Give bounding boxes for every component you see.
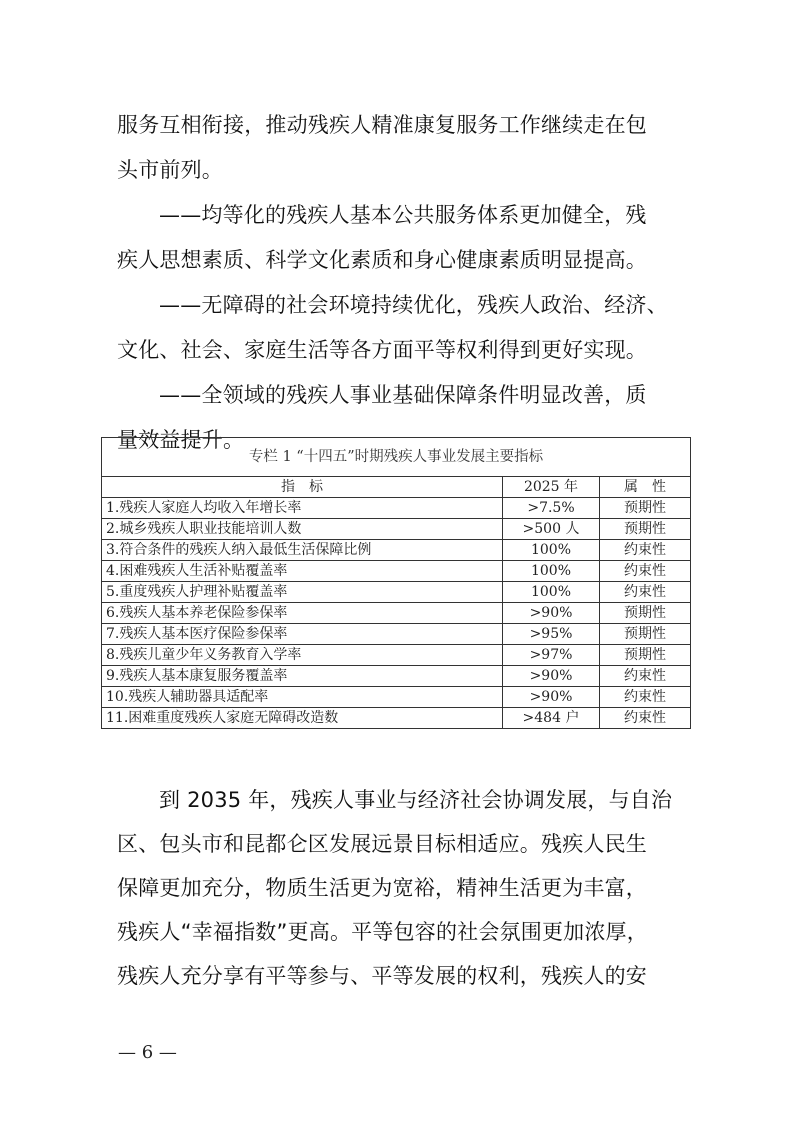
cell-attribute: 预期性 (600, 603, 691, 624)
cell-target: >7.5% (503, 498, 600, 519)
cell-attribute: 预期性 (600, 519, 691, 540)
cell-attribute: 约束性 (600, 540, 691, 561)
text-line: 保障更加充分，物质生活更为宽裕，精神生活更为丰富， (117, 876, 647, 900)
text-line: 量效益提升。 (117, 428, 245, 452)
body-text-top (117, 103, 683, 463)
cell-target: 100% (503, 582, 600, 603)
text-line: ——全领域的残疾人事业基础保障条件明显改善，质 (159, 383, 647, 407)
cell-indicator: 8.残疾儿童少年义务教育入学率 (102, 645, 503, 666)
header-indicator: 指 标 (102, 477, 503, 498)
table-caption: 专栏 1 “十四五”时期残疾人事业发展主要指标 (102, 438, 691, 477)
table-row (102, 561, 691, 582)
cell-indicator: 6.残疾人基本养老保险参保率 (102, 603, 503, 624)
cell-attribute: 约束性 (600, 708, 691, 729)
cell-attribute: 预期性 (600, 645, 691, 666)
cell-indicator: 3.符合条件的残疾人纳入最低生活保障比例 (102, 540, 503, 561)
header-2025: 2025 年 (503, 477, 600, 498)
text-line: 残疾人“幸福指数”更高。平等包容的社会氛围更加浓厚， (117, 920, 648, 944)
table-row (102, 645, 691, 666)
header-attribute: 属 性 (600, 477, 691, 498)
cell-indicator: 5.重度残疾人护理补贴覆盖率 (102, 582, 503, 603)
table-row (102, 666, 691, 687)
cell-indicator: 9.残疾人基本康复服务覆盖率 (102, 666, 503, 687)
text-line: 疾人思想素质、科学文化素质和身心健康素质明显提高。 (117, 248, 647, 272)
cell-attribute: 约束性 (600, 582, 691, 603)
cell-target: >97% (503, 645, 600, 666)
table-caption-row (102, 438, 691, 477)
cell-attribute: 约束性 (600, 561, 691, 582)
cell-indicator: 11.困难重度残疾人家庭无障碍改造数 (102, 708, 503, 729)
cell-attribute: 预期性 (600, 624, 691, 645)
table-row (102, 498, 691, 519)
cell-target: >90% (503, 687, 600, 708)
cell-indicator: 7.残疾人基本医疗保险参保率 (102, 624, 503, 645)
cell-target: 100% (503, 540, 600, 561)
cell-target: >484 户 (503, 708, 600, 729)
cell-target: 100% (503, 561, 600, 582)
text-line: 残疾人充分享有平等参与、平等发展的权利，残疾人的安 (117, 964, 647, 988)
cell-attribute: 约束性 (600, 666, 691, 687)
table-header-row (102, 477, 691, 498)
table-row (102, 624, 691, 645)
cell-target: >90% (503, 666, 600, 687)
table-row (102, 582, 691, 603)
text-line: 文化、社会、家庭生活等各方面平等权利得到更好实现。 (117, 338, 647, 362)
body-text-bottom (117, 778, 683, 998)
cell-indicator: 4.困难残疾人生活补贴覆盖率 (102, 561, 503, 582)
text-line: 区、包头市和昆都仑区发展远景目标相适应。残疾人民生 (117, 832, 647, 856)
cell-attribute: 约束性 (600, 687, 691, 708)
table-row (102, 708, 691, 729)
indicator-table (101, 437, 691, 729)
table-row (102, 687, 691, 708)
cell-target: >90% (503, 603, 600, 624)
cell-indicator: 1.残疾人家庭人均收入年增长率 (102, 498, 503, 519)
page-number: — 6 — (118, 1042, 177, 1063)
table-row (102, 540, 691, 561)
text-line: 头市前列。 (117, 158, 223, 182)
text-line: 服务互相衔接，推动残疾人精准康复服务工作继续走在包 (117, 113, 647, 137)
table-row (102, 519, 691, 540)
cell-target: >95% (503, 624, 600, 645)
text-line: ——无障碍的社会环境持续优化，残疾人政治、经济、 (159, 293, 668, 317)
cell-target: >500 人 (503, 519, 600, 540)
text-line: ——均等化的残疾人基本公共服务体系更加健全，残 (159, 203, 647, 227)
cell-indicator: 10.残疾人辅助器具适配率 (102, 687, 503, 708)
cell-indicator: 2.城乡残疾人职业技能培训人数 (102, 519, 503, 540)
text-line: 到 2035 年，残疾人事业与经济社会协调发展，与自治 (159, 788, 673, 812)
table-row (102, 603, 691, 624)
cell-attribute: 预期性 (600, 498, 691, 519)
